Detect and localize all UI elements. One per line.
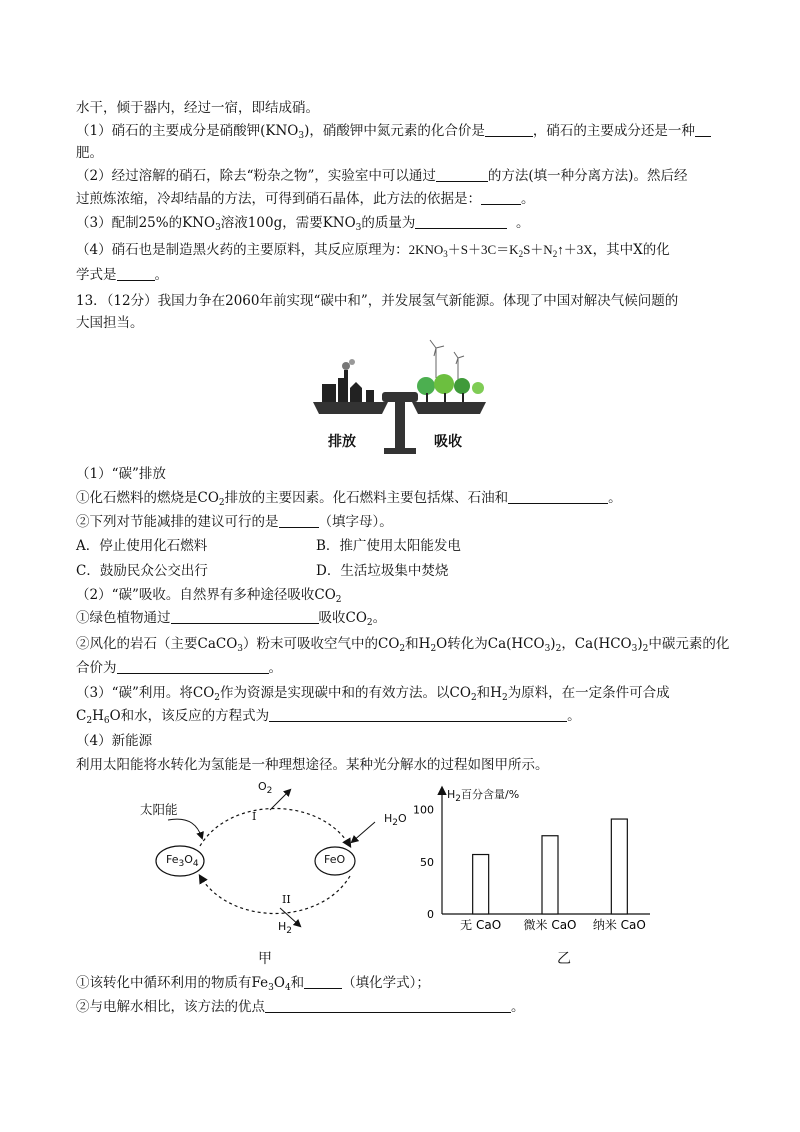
h2o-label: $H_2O$: [384, 812, 407, 828]
q13-part1-a: ①化石燃料的燃烧是$CO_2$排放的主要因素。化石燃料主要包括煤、石油和 。: [76, 490, 622, 508]
q13-part2-title: （2）“碳”吸收。自然界有多种途径吸收$CO_2$: [76, 587, 342, 605]
q1-part1-line1: （1）硝石的主要成分是硝酸钾$(KNO_3)$，硝酸钾中氮元素的化合价是 ，硝石的主要成分还是一种: [76, 121, 711, 141]
q13-part3-line1: （3）“碳”利用。将$CO_2$作为资源是实现碳中和的有效方法。以$CO_2$和$H_2$为原料，在一定条件可合成: [76, 685, 670, 703]
o2-label: $O_2$: [258, 780, 273, 796]
answer-blank[interactable]: [265, 998, 511, 1013]
option-d[interactable]: D．生活垃圾集中焚烧: [316, 563, 449, 579]
cycle-arc-bottom: [200, 876, 350, 914]
answer-blank[interactable]: [695, 122, 711, 137]
answer-blank[interactable]: [269, 707, 567, 722]
q13-part3-line2: $C_2H_6O$和水，该反应的方程式为 。: [76, 708, 581, 726]
y-tick-label: 0: [427, 908, 434, 921]
y-tick-label: 50: [420, 855, 434, 869]
x-tick-label: 微米 CaO: [523, 918, 577, 932]
answer-blank[interactable]: [436, 167, 488, 182]
q13-part1-title: （1）“碳”排放: [76, 466, 166, 482]
q13-header-line1: 13．（12分）我国力争在2060年前实现“碳中和”，并发展氢气新能源。体现了中国对解决气候问题的: [76, 293, 679, 309]
tree-icon: [417, 374, 484, 395]
scale-label-left: 排放: [328, 434, 356, 450]
step-2-label: II: [282, 893, 291, 906]
q13-header-line2: 大国担当。: [76, 315, 144, 331]
h2o-arrow: [352, 822, 375, 842]
q13-part2-b-line1: ②风化的岩石（主要CaCO$_3$）粉末可吸收空气中的$CO_2$和$H_2O$转化为$Ca(HCO_3)_2$，$Ca(HCO_3)_2$中碳元素的化: [76, 636, 730, 654]
h2-percentage-bar-chart: [400, 780, 660, 940]
right-pan: [412, 402, 486, 414]
q13-part4-b: ②与电解水相比，该方法的优点 。: [76, 999, 525, 1015]
answer-blank[interactable]: [117, 659, 269, 674]
intro-text: 水干，倾于器内，经过一宿，即结成硝。: [76, 100, 319, 116]
feo-label: FeO: [324, 853, 346, 866]
answer-blank[interactable]: [508, 489, 608, 504]
x-tick-label: 无 CaO: [460, 918, 502, 932]
answer-blank[interactable]: [279, 513, 319, 528]
scale-label-right: 吸收: [434, 434, 462, 450]
fe3o4-label: $Fe_3O_4$: [166, 853, 199, 869]
solar-energy-arrow: [168, 819, 202, 838]
answer-blank[interactable]: [485, 122, 533, 137]
diagram-caption: 甲: [258, 951, 272, 967]
q13-part2-a: ①绿色植物通过 吸收$CO_2$。: [76, 610, 387, 628]
o2-arrow: [270, 790, 290, 810]
option-c[interactable]: C．鼓励民众公交出行: [76, 563, 208, 579]
sun-label: 太阳能: [140, 802, 178, 817]
reaction-equation: $2KNO_3+S+3C=K_2S+N_2↑+3X$: [408, 242, 593, 259]
left-pan: [313, 402, 388, 414]
q13-part4-title: （4）新能源: [76, 733, 153, 749]
answer-blank[interactable]: [481, 190, 521, 205]
step-1-label: I: [252, 810, 257, 823]
wind-turbine-icon: [430, 340, 464, 380]
option-a[interactable]: A．停止使用化石燃料: [76, 538, 208, 554]
q1-part3: （3）配制25%的$KNO_3$溶液100g，需要$KNO_3$的质量为 。: [76, 215, 530, 233]
q13-part1-b: ②下列对节能减排的建议可行的是 （填字母）。: [76, 514, 393, 530]
q1-part1-line2: 肥。: [76, 145, 103, 161]
chart-caption: 乙: [557, 951, 571, 967]
answer-blank[interactable]: [304, 974, 342, 989]
q13-part2-b-line2: 合价为 。: [76, 660, 282, 676]
chart-y-axis-label: $H_2$百分含量/%: [447, 788, 520, 804]
q1-part4-line2: 学式是 。: [76, 267, 168, 283]
bar: [542, 836, 558, 914]
q1-part2-line1: （2）经过溶解的硝石，除去“粉杂之物”，实验室中可以通过 的方法(填一种分离方法)。然后经: [76, 168, 688, 184]
answer-blank[interactable]: [171, 609, 319, 624]
q13-part4-intro: 利用太阳能将水转化为氢能是一种理想途径。某种光分解水的过程如图甲所示。: [76, 757, 549, 773]
x-tick-label: 纳米 CaO: [592, 918, 646, 932]
answer-blank[interactable]: [117, 266, 155, 281]
q13-part4-a: ①该转化中循环利用的物质有$Fe_3O_4$和 （填化学式）；: [76, 975, 430, 993]
option-b[interactable]: B．推广使用太阳能发电: [316, 538, 461, 554]
cycle-arc-top: [200, 809, 350, 847]
q1-part2-line2: 过煎炼浓缩，冷却结晶的方法，可得到硝石晶体，此方法的依据是： 。: [76, 191, 535, 207]
y-tick-label: 100: [413, 803, 434, 817]
bar: [473, 855, 489, 914]
h2-label: $H_2$: [278, 920, 293, 936]
answer-blank[interactable]: [415, 214, 507, 229]
factory-icon: [322, 359, 374, 402]
bar: [611, 819, 627, 914]
q1-part4-line1: （4）硝石也是制造黑火药的主要原料，其反应原理为：$2KNO_3+S+3C=K_2S+N_2↑+3X$，其中X的化: [76, 242, 670, 259]
